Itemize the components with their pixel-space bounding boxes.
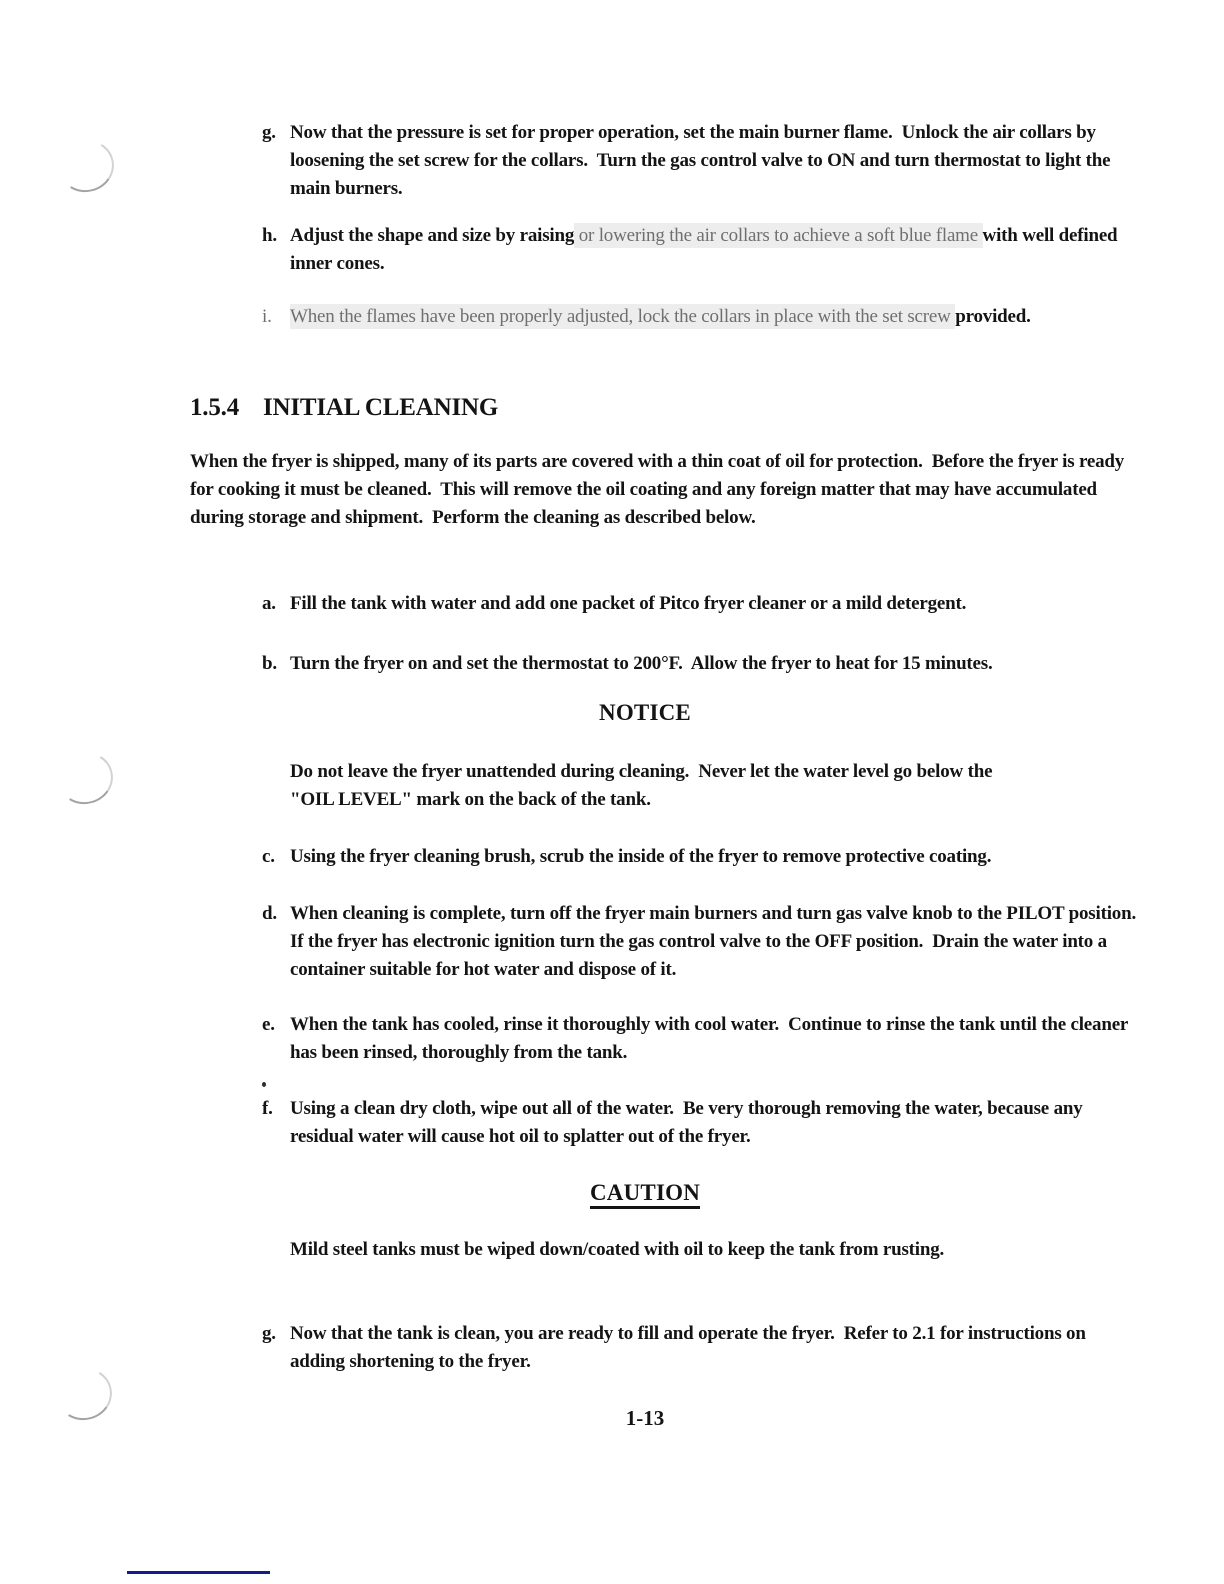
page-number-row [190,1405,1100,1431]
section-heading [190,392,498,424]
list-marker: h. [262,225,277,246]
list-marker: g. [262,122,276,143]
list-marker: a. [262,593,276,614]
list-item-text: Turn the fryer on and set the thermostat to 200°F. Allow the fryer to heat for 15 minutes. [290,653,993,674]
list-item-text: When the tank has cooled, rinse it thoroughly with cool water. Continue to rinse the tank until the cleaner has been rinsed, thoroughly from the tank. [290,1014,1133,1063]
notice-heading-row [190,698,1100,728]
binder-hole-arc-top [53,135,119,198]
list-marker: f. [262,1098,273,1119]
list-marker: i. [262,306,272,327]
intro-paragraph: When the fryer is shipped, many of its parts are covered with a thin coat of oil for protection. Before the fryer is ready for cooking it must be cleaned. This will remove the oil coating and any foreign matter that may have accumulated during storage and shipment. Perform the cleaning as described below. [190,451,1129,528]
section-title: INITIAL CLEANING [263,394,499,421]
list-item-text: Using the fryer cleaning brush, scrub the inside of the fryer to remove protective coating. [290,846,992,867]
binder-hole-arc-bottom [51,1363,117,1426]
caution-heading: CAUTION [590,1180,700,1209]
caution-body: Mild steel tanks must be wiped down/coated with oil to keep the tank from rusting. [290,1239,945,1260]
page-number: 1-13 [625,1406,665,1430]
list-item-text: Using a clean dry cloth, wipe out all of the water. Be very thorough removing the water, because any residual water will cause hot oil to splatter out of the fryer. [290,1098,1088,1147]
list-item-text: Now that the tank is clean, you are ready to fill and operate the fryer. Refer to 2.1 for instructions on adding shortening to the fryer. [290,1323,1091,1372]
notice-heading: NOTICE [599,700,691,725]
footer-rule [127,1571,270,1574]
list-item-text: When cleaning is complete, turn off the fryer main burners and turn gas valve knob to the PILOT position. If the fryer has electronic ignition turn the gas control valve to the OFF position. Drain the water into a container suitable for hot water and dispose of it. [290,903,1146,980]
list-item-g-top [262,119,1145,203]
caution-heading-row [190,1178,1100,1208]
notice-body: Do not leave the fryer unattended during cleaning. Never let the water level go below the "OIL LEVEL" mark on the back of the tank. [290,761,997,810]
step-item-d [262,900,1145,984]
step-item-c [262,843,1145,871]
list-item-text: Fill the tank with water and add one packet of Pitco fryer cleaner or a mild detergent. [290,593,967,614]
list-marker: d. [262,903,277,924]
binder-hole-arc-middle [52,747,118,810]
list-item-text: Now that the pressure is set for proper operation, set the main burner flame. Unlock the air collars by loosening the set screw for the collars. Turn the gas control valve to ON and turn thermostat to light the main burners. [290,122,1115,199]
step-item-a [262,590,1145,618]
list-marker: e. [262,1014,275,1035]
stray-ink-dot [262,1082,266,1087]
list-item-h [262,222,1145,278]
step-item-f [262,1095,1145,1151]
section-number: 1.5.4 [190,394,240,421]
step-item-b [262,650,1145,678]
step-item-g [262,1320,1145,1376]
list-item-i [262,303,1145,331]
list-marker: b. [262,653,277,674]
list-marker: g. [262,1323,276,1344]
list-item-text: Adjust the shape and size by raising or lowering the air collars to achieve a soft blue flame with well defined inner cones. [290,225,1122,274]
list-marker: c. [262,846,275,867]
list-item-text: When the flames have been properly adjusted, lock the collars in place with the set screw provided. [290,306,1031,327]
step-item-e [262,1011,1145,1067]
